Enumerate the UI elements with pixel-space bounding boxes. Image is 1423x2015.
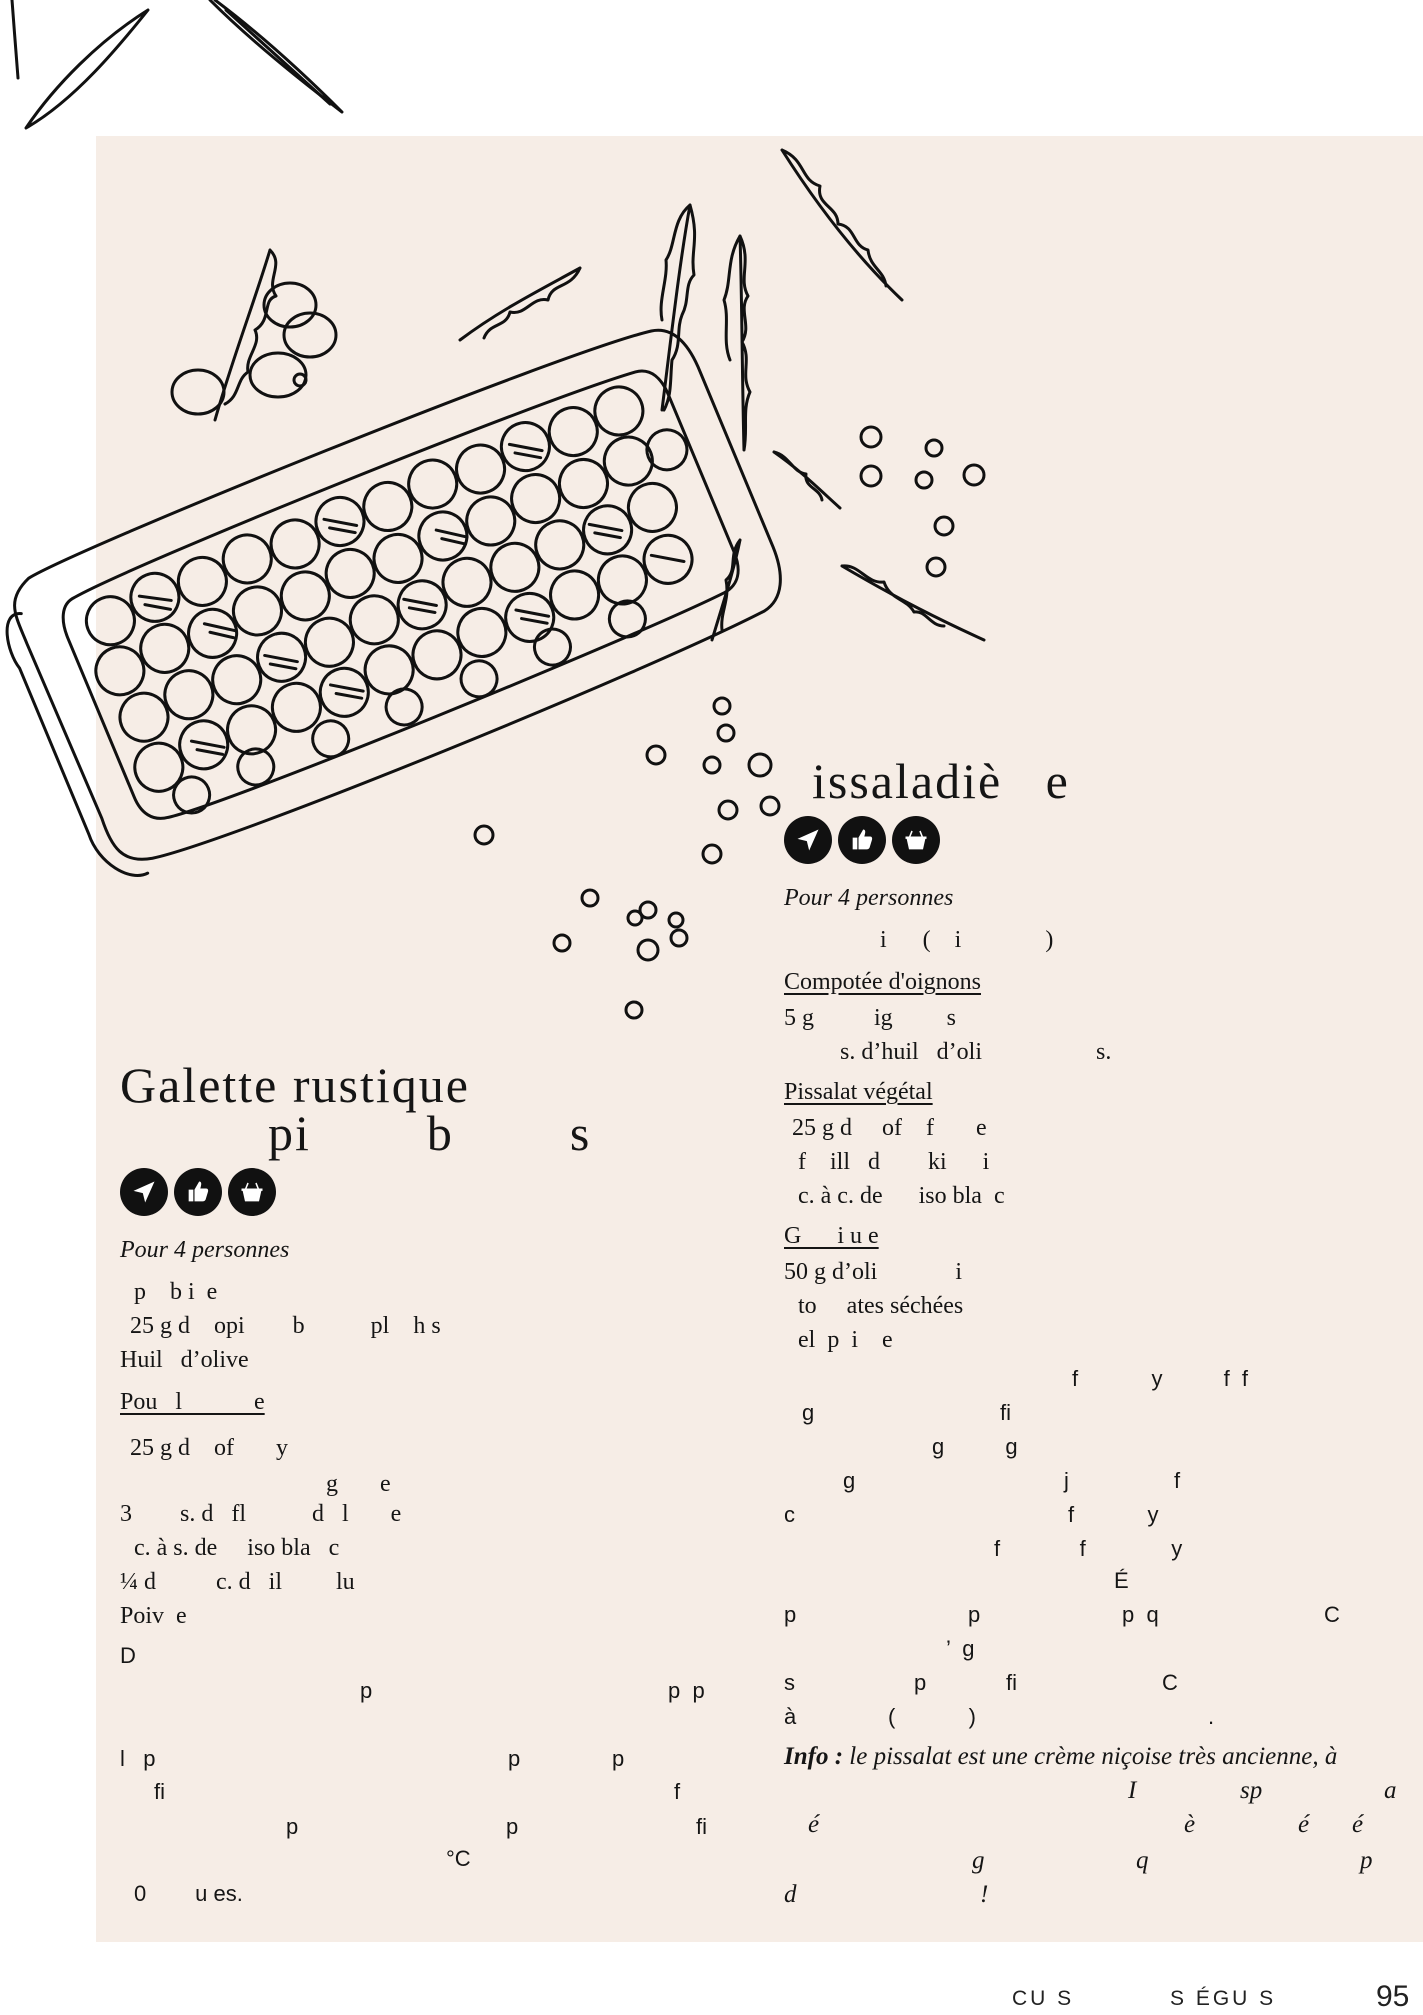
step-text-fragment: É	[1114, 1568, 1129, 1593]
step-text-fragment: ( )	[888, 1704, 976, 1729]
recipe-left-title-line2: pi b s	[268, 1105, 592, 1161]
info-label: Info :	[784, 1743, 844, 1770]
step-text-fragment: D	[120, 1643, 136, 1668]
info-text-fragment: è	[1184, 1811, 1196, 1838]
step-text-fragment: s	[784, 1670, 795, 1695]
step-text-fragment: fi	[1000, 1400, 1011, 1425]
page-number: 95	[1376, 1980, 1410, 2013]
step-text-fragment: f	[674, 1779, 681, 1804]
step-text-fragment: c	[784, 1502, 795, 1527]
recipe-right-title: issaladiè e	[812, 753, 1070, 809]
recipe-right-actions	[784, 816, 940, 864]
recipe-right-ingredient: to ates séchées	[798, 1293, 964, 1319]
step-text-fragment: p	[508, 1746, 521, 1771]
info-text-fragment: sp	[1240, 1777, 1263, 1804]
recipe-left-actions	[120, 1168, 276, 1216]
step-text-fragment: p	[612, 1746, 625, 1771]
recipe-right-ingredient: c. à c. de iso bla c	[798, 1183, 1005, 1209]
info-text-fragment: g	[972, 1847, 985, 1874]
recipe-left-ingredient: Poiv e	[120, 1603, 187, 1629]
recipe-left-ingredient: 25 g d opi b pl h s	[130, 1313, 441, 1339]
recipe-right-note: i ( i )	[880, 927, 1054, 953]
recipe-right-ingredient: s. d’huil d’oli s.	[840, 1039, 1112, 1065]
recipe-right-ingredient: 50 g d’oli i	[784, 1259, 962, 1285]
step-text-fragment: g g	[932, 1434, 1018, 1459]
step-text-fragment: p	[914, 1670, 927, 1695]
recipe-right-ingredient: f ill d ki i	[798, 1149, 990, 1175]
recipe-left-title-line1: Galette rustique	[120, 1057, 470, 1113]
info-text-fragment: d	[784, 1881, 797, 1908]
recipe-right-section-label: G i u e	[784, 1223, 879, 1249]
info-line	[784, 1744, 1337, 1769]
tart-slices	[68, 368, 746, 828]
info-text-fragment: é	[808, 1811, 820, 1838]
paper-plane-icon[interactable]	[784, 816, 832, 864]
recipe-left-ingredient: g e	[326, 1471, 391, 1497]
step-text-fragment: f y	[1068, 1502, 1159, 1527]
recipe-left-ingredient: 25 g d of y	[130, 1435, 288, 1461]
step-text-fragment: f	[1174, 1468, 1181, 1493]
step-text-fragment: ’ g	[946, 1636, 975, 1661]
step-text-fragment: g	[802, 1400, 815, 1425]
recipe-left-serves: Pour 4 personnes	[120, 1237, 290, 1263]
step-text-fragment: fi	[1006, 1670, 1017, 1695]
step-text-fragment: p	[784, 1602, 797, 1627]
info-text-fragment: p	[1360, 1847, 1373, 1874]
step-text-fragment: l p	[120, 1746, 156, 1771]
step-text-fragment: fi	[696, 1814, 707, 1839]
step-text-fragment: p	[968, 1602, 981, 1627]
step-text-fragment: C	[1162, 1670, 1178, 1695]
paper-plane-icon[interactable]	[120, 1168, 168, 1216]
step-text-fragment: p	[286, 1814, 299, 1839]
recipe-left-ingredient: Huil d’olive	[120, 1347, 249, 1373]
basket-icon[interactable]	[228, 1168, 276, 1216]
step-text-fragment: à	[784, 1704, 797, 1729]
recipe-right-section-label: Pissalat végétal	[784, 1079, 933, 1105]
step-text-fragment: j	[1064, 1468, 1069, 1493]
recipe-right-section-label: Compotée d'oignons	[784, 969, 981, 995]
footer-label-1: CU S	[1012, 1987, 1075, 2010]
recipe-left-section-label: Pou l e	[120, 1389, 265, 1415]
info-text-fragment: é	[1352, 1811, 1364, 1838]
step-text-fragment: p	[506, 1814, 519, 1839]
info-text-fragment: a	[1384, 1777, 1397, 1804]
info-text-fragment: I	[1128, 1777, 1137, 1804]
info-text: le pissalat est une crème niçoise très ancienne, à	[843, 1743, 1338, 1770]
step-text-fragment: p p	[668, 1678, 705, 1703]
recipe-left-ingredient: p b i e	[134, 1279, 218, 1305]
recipe-left-ingredient: c. à s. de iso bla c	[134, 1535, 340, 1561]
info-text-fragment: !	[980, 1881, 989, 1908]
step-text-fragment: f f y	[994, 1536, 1183, 1561]
step-text-fragment: f y f f	[1072, 1366, 1249, 1391]
recipe-left-ingredient: 3 s. d fl d l e	[120, 1501, 402, 1527]
recipe-left-ingredient: ¼ d c. d il lu	[120, 1569, 355, 1595]
footer-label-2: S ÉGU S	[1170, 1987, 1277, 2010]
thumbs-up-icon[interactable]	[174, 1168, 222, 1216]
thumbs-up-icon[interactable]	[838, 816, 886, 864]
info-text-fragment: é	[1298, 1811, 1310, 1838]
recipe-right-ingredient: 5 g ig s	[784, 1005, 957, 1031]
recipe-right-ingredient: 25 g d of f e	[792, 1115, 987, 1141]
step-text-fragment: .	[1208, 1704, 1215, 1729]
recipe-right-serves: Pour 4 personnes	[784, 885, 954, 911]
step-text-fragment: °C	[446, 1846, 471, 1871]
step-text-fragment: g	[843, 1468, 856, 1493]
info-text-fragment: q	[1136, 1847, 1149, 1874]
step-text-fragment: fi	[154, 1779, 165, 1804]
basket-icon[interactable]	[892, 816, 940, 864]
step-text-fragment: p q	[1122, 1602, 1159, 1627]
recipe-right-ingredient: el p i e	[798, 1327, 893, 1353]
step-text-fragment: 0 u es.	[134, 1881, 243, 1906]
step-text-fragment: p	[360, 1678, 373, 1703]
step-text-fragment: C	[1324, 1602, 1340, 1627]
